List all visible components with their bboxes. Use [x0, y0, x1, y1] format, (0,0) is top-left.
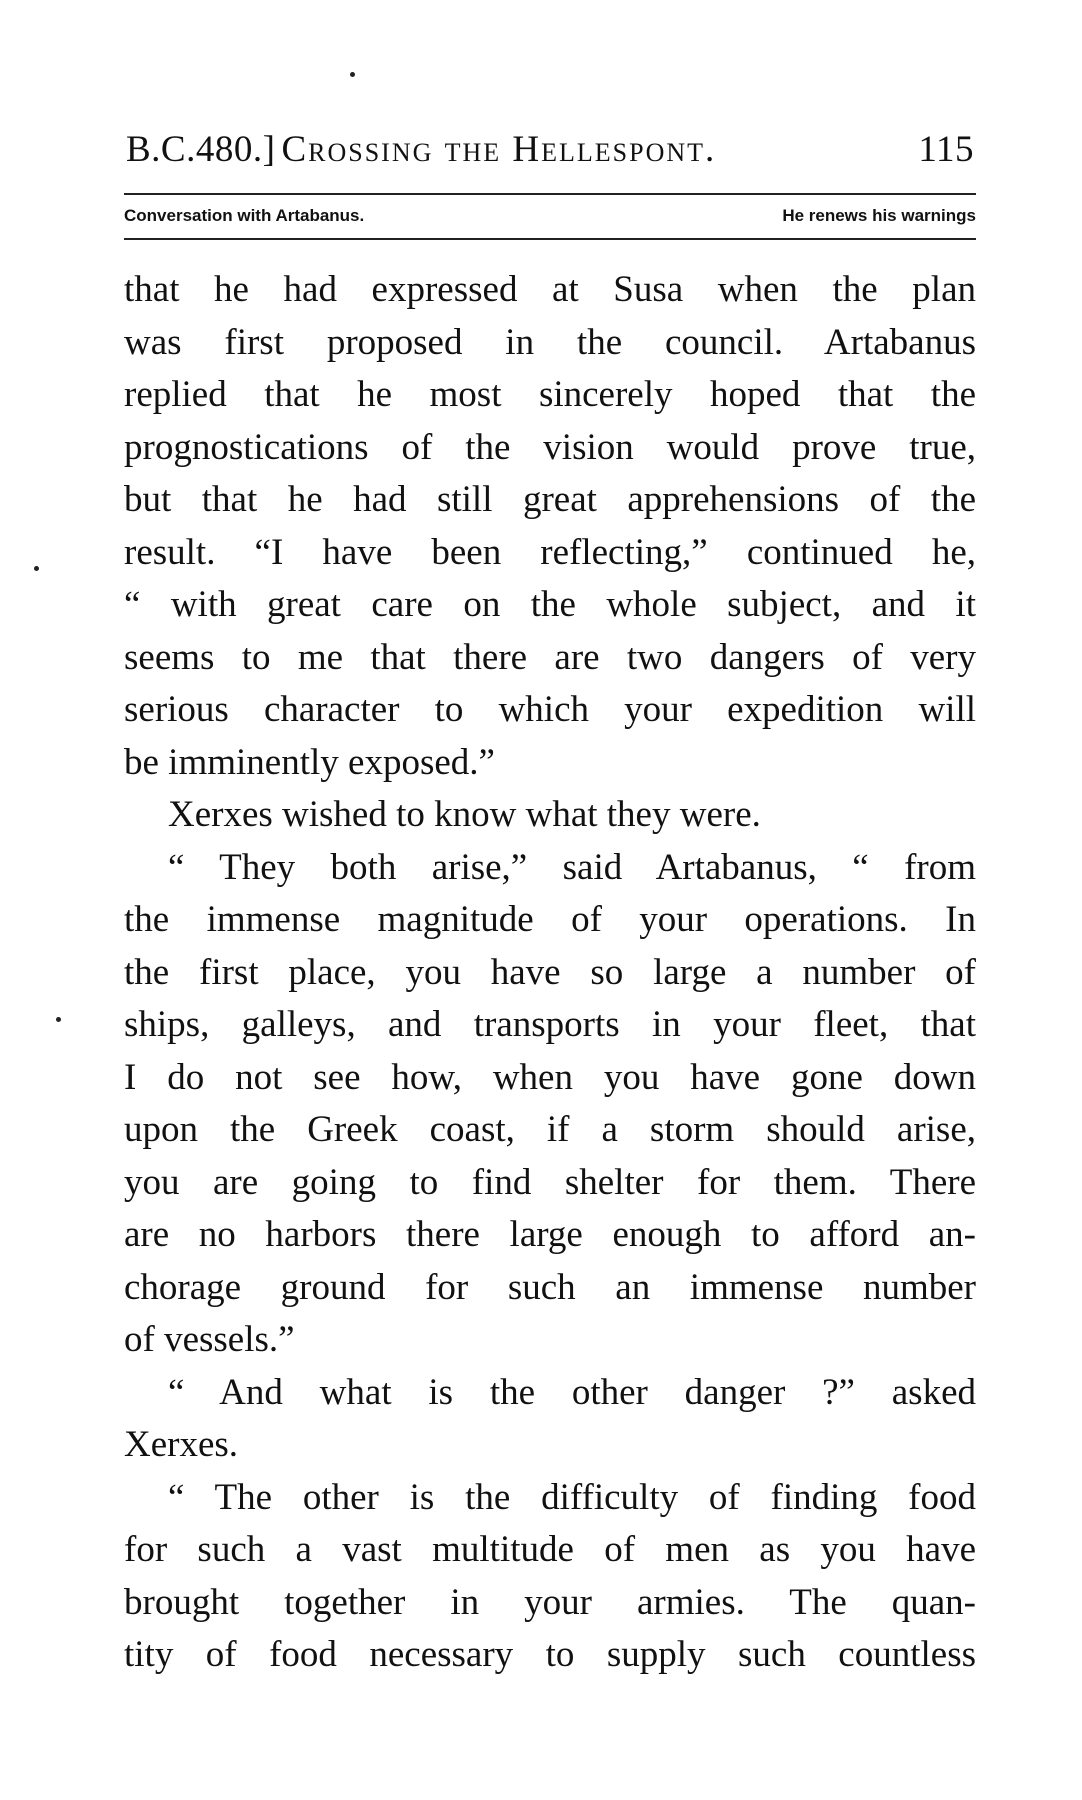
text-line: brought together in your armies. The quan- — [124, 1581, 976, 1623]
speck-mark — [56, 1017, 61, 1022]
body-text — [124, 264, 976, 1682]
text-line: “ And what is the other danger ?” asked — [168, 1371, 976, 1413]
page-number: 115 — [918, 129, 974, 170]
text-line: chorage ground for such an immense number — [124, 1266, 976, 1308]
text-line: you are going to find shelter for them. There — [124, 1161, 976, 1203]
speck-mark — [350, 72, 355, 77]
text-line: I do not see how, when you have gone down — [124, 1056, 976, 1098]
text-line: of vessels.” — [124, 1319, 295, 1360]
text-line: the first place, you have so large a number of — [124, 951, 976, 993]
text-line: upon the Greek coast, if a storm should arise, — [124, 1109, 976, 1150]
text-line: the immense magnitude of your operations. In — [124, 899, 976, 940]
subheader-right: He renews his warnings — [782, 206, 976, 225]
text-line: prognostications of the vision would prove true, — [124, 426, 976, 468]
text-line: tity of food necessary to supply such countless — [124, 1634, 976, 1675]
text-line: ships, galleys, and transports in your fleet, that — [124, 1004, 976, 1045]
text-line: are no harbors there large enough to afford an- — [124, 1214, 976, 1255]
header-rule — [124, 193, 976, 195]
subheader-left: Conversation with Artabanus. — [124, 206, 365, 225]
text-line: that he had expressed at Susa when the plan — [124, 269, 976, 310]
text-line: “ They both arise,” said Artabanus, “ from — [168, 846, 976, 888]
text-line: serious character to which your expedition will — [124, 689, 976, 730]
header-title: Crossing the Hellespont. — [281, 129, 717, 170]
header-date: B.C.480.] — [126, 129, 276, 170]
text-line: Xerxes wished to know what they were. — [168, 794, 761, 835]
text-line: “ with great care on the whole subject, and it — [124, 584, 976, 625]
text-line: result. “I have been reflecting,” continued he, — [124, 531, 976, 573]
text-line: for such a vast multitude of men as you have — [124, 1529, 976, 1570]
subheader — [124, 202, 976, 230]
text-line: was first proposed in the council. Artabanus — [124, 321, 976, 363]
running-head — [126, 128, 974, 176]
text-line: but that he had still great apprehensions of the — [124, 479, 976, 520]
text-line: “ The other is the difficulty of finding food — [168, 1476, 976, 1518]
text-line: Xerxes. — [124, 1424, 239, 1465]
text-line: seems to me that there are two dangers of very — [124, 636, 976, 678]
text-line: be imminently exposed.” — [124, 741, 495, 783]
subheader-rule — [124, 238, 976, 240]
speck-mark — [34, 566, 39, 571]
text-line: replied that he most sincerely hoped that the — [124, 374, 976, 415]
